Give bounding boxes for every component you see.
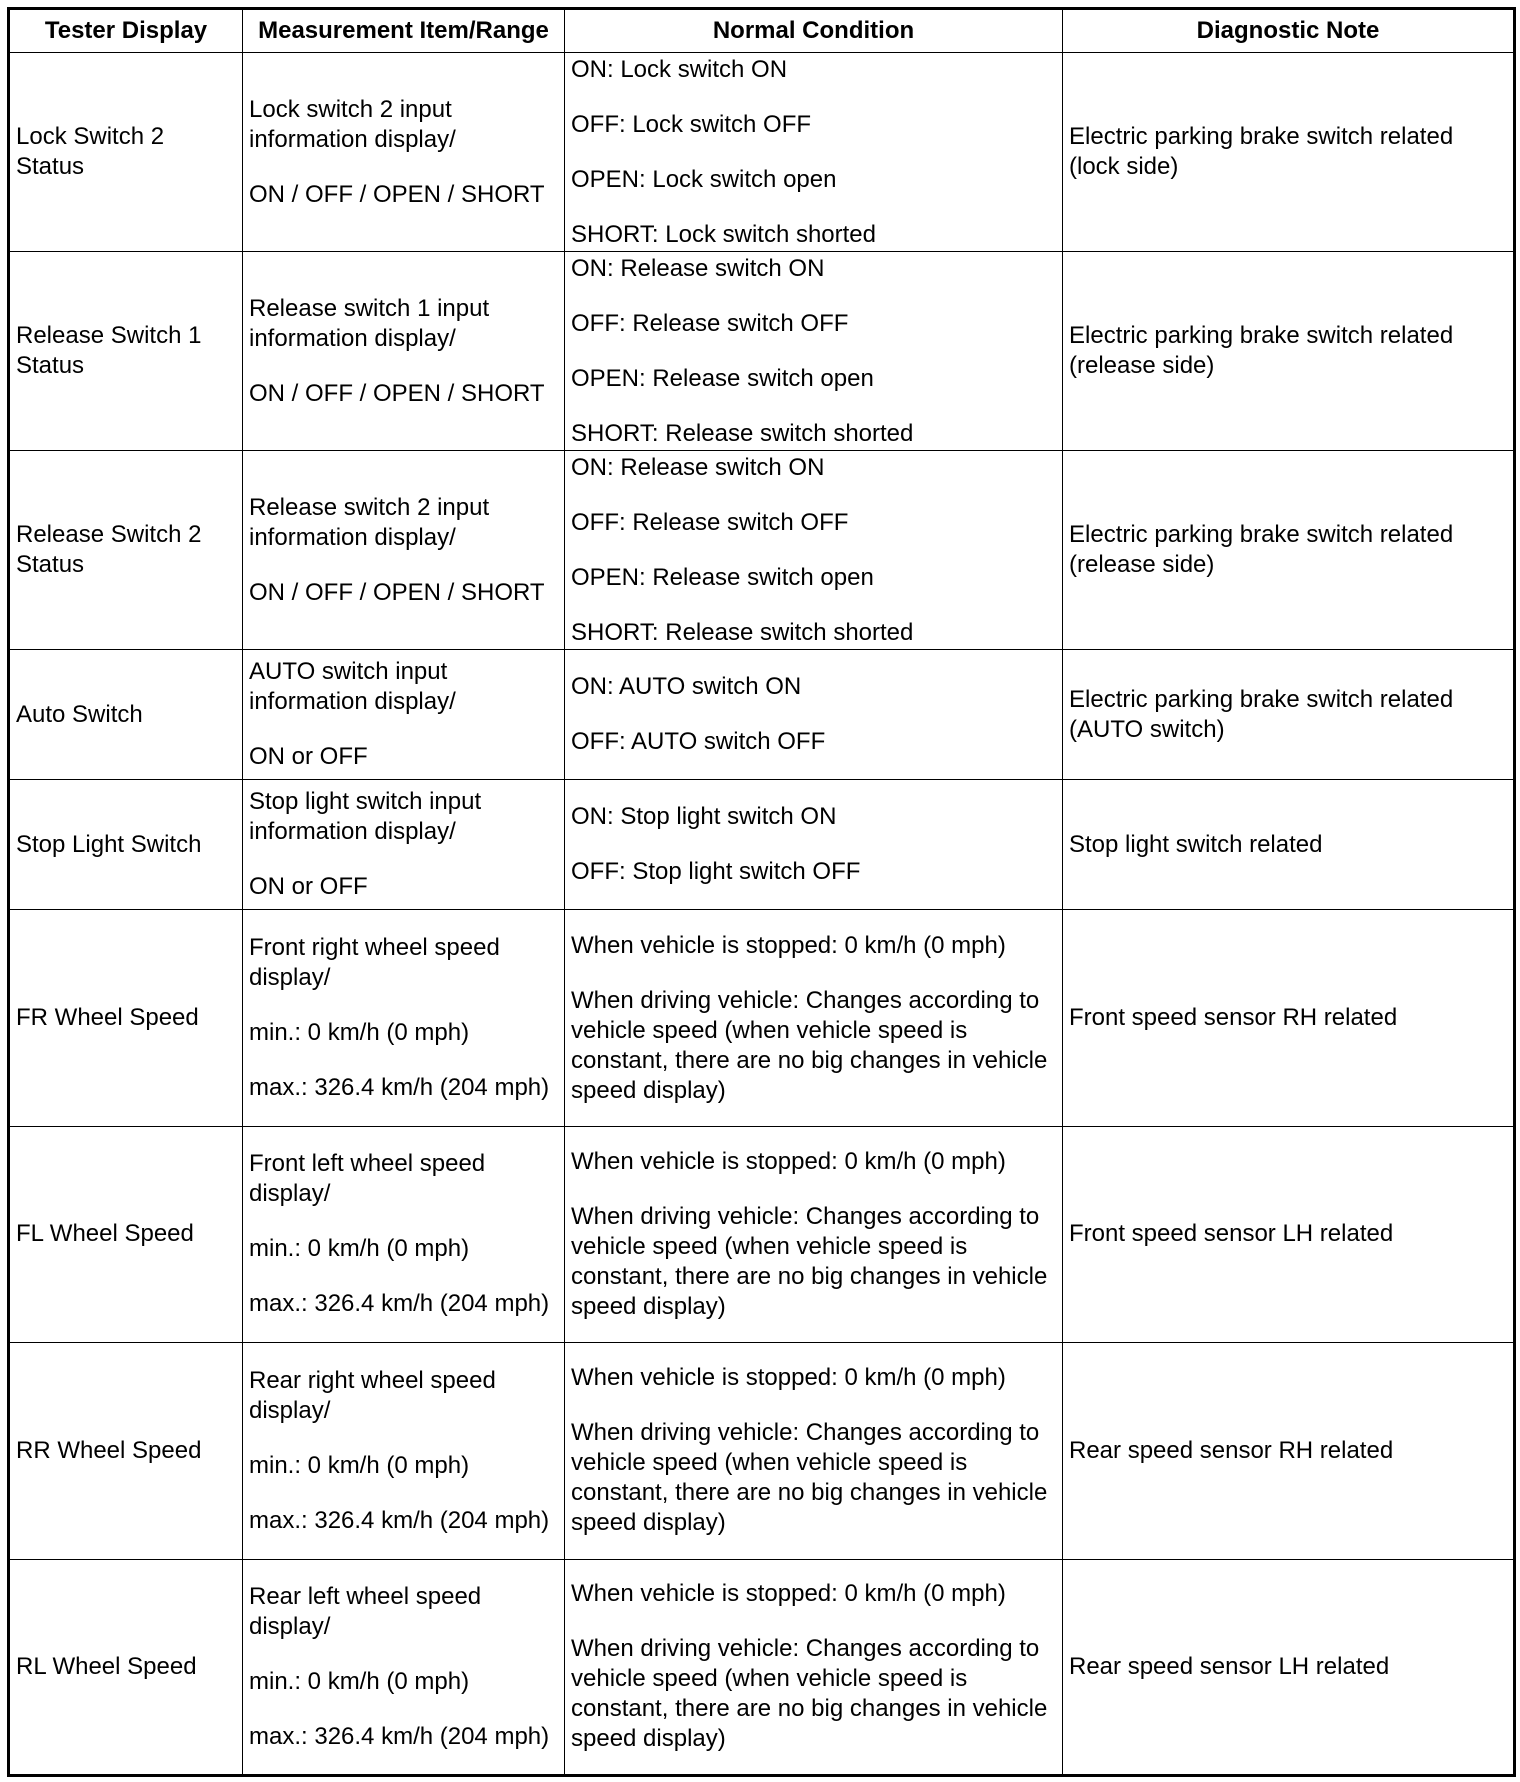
tester-display-cell: FR Wheel Speed xyxy=(9,910,243,1126)
measurement-line: min.: 0 km/h (0 mph) xyxy=(249,1451,470,1479)
diagnostic-note-cell: Stop light switch related xyxy=(1063,780,1515,910)
measurement-line: ON or OFF xyxy=(249,873,368,901)
condition-line: When vehicle is stopped: 0 km/h (0 mph) xyxy=(571,1580,1006,1608)
tester-display-cell: Release Switch 1 Status xyxy=(9,252,243,451)
normal-condition-cell xyxy=(565,1559,1063,1775)
condition-line: OFF: Stop light switch OFF xyxy=(571,858,861,886)
header-diagnostic-note: Diagnostic Note xyxy=(1063,9,1515,53)
table-row xyxy=(9,53,1515,252)
measurement-line: max.: 326.4 km/h (204 mph) xyxy=(249,1722,550,1750)
condition-line: ON: Release switch ON xyxy=(571,254,825,282)
measurement-line: Rear right wheel speed display/ xyxy=(249,1366,496,1424)
tester-display-cell: RR Wheel Speed xyxy=(9,1343,243,1559)
normal-condition-cell xyxy=(565,252,1063,451)
table-row xyxy=(9,780,1515,910)
measurement-line: min.: 0 km/h (0 mph) xyxy=(249,1235,470,1263)
measurement-cell xyxy=(243,650,565,780)
diagnostic-note-cell: Front speed sensor RH related xyxy=(1063,910,1515,1126)
table-row xyxy=(9,1343,1515,1559)
measurement-line: ON / OFF / OPEN / SHORT xyxy=(249,578,545,606)
condition-line: OFF: Lock switch OFF xyxy=(571,110,812,138)
diagnostic-note-cell: Electric parking brake switch related (release side) xyxy=(1063,451,1515,650)
measurement-cell xyxy=(243,53,565,252)
normal-condition-cell xyxy=(565,1343,1063,1559)
normal-condition-cell xyxy=(565,910,1063,1126)
header-normal-condition: Normal Condition xyxy=(565,9,1063,53)
tester-display-cell: Lock Switch 2 Status xyxy=(9,53,243,252)
measurement-line: ON or OFF xyxy=(249,743,368,771)
table-row xyxy=(9,650,1515,780)
measurement-cell xyxy=(243,780,565,910)
diagnostic-note-cell: Electric parking brake switch related (lock side) xyxy=(1063,53,1515,252)
condition-line: When vehicle is stopped: 0 km/h (0 mph) xyxy=(571,1364,1006,1392)
condition-line: When vehicle is stopped: 0 km/h (0 mph) xyxy=(571,1147,1006,1175)
normal-condition-cell xyxy=(565,780,1063,910)
header-tester-display: Tester Display xyxy=(9,9,243,53)
diagnostic-note-cell: Rear speed sensor LH related xyxy=(1063,1559,1515,1775)
measurement-line: AUTO switch input information display/ xyxy=(249,658,456,716)
measurement-line: Release switch 2 input information display/ xyxy=(249,493,490,551)
measurement-line: ON / OFF / OPEN / SHORT xyxy=(249,379,545,407)
measurement-line: min.: 0 km/h (0 mph) xyxy=(249,1019,470,1047)
condition-line: When driving vehicle: Changes according to vehicle speed (when vehicle speed is constant, there are no big changes in vehicle speed display) xyxy=(571,1419,1048,1537)
measurement-line: Release switch 1 input information display/ xyxy=(249,294,490,352)
tester-display-cell: RL Wheel Speed xyxy=(9,1559,243,1775)
diagnostic-note-cell: Front speed sensor LH related xyxy=(1063,1126,1515,1342)
header-row xyxy=(9,9,1515,53)
diagnostic-note-cell: Electric parking brake switch related (AUTO switch) xyxy=(1063,650,1515,780)
measurement-cell xyxy=(243,252,565,451)
condition-line: OFF: AUTO switch OFF xyxy=(571,728,826,756)
tester-display-cell: Release Switch 2 Status xyxy=(9,451,243,650)
normal-condition-cell xyxy=(565,650,1063,780)
normal-condition-cell xyxy=(565,1126,1063,1342)
data-list-table xyxy=(7,7,1516,1777)
measurement-line: max.: 326.4 km/h (204 mph) xyxy=(249,1506,550,1534)
measurement-cell xyxy=(243,1559,565,1775)
measurement-line: ON / OFF / OPEN / SHORT xyxy=(249,180,545,208)
tester-display-cell: FL Wheel Speed xyxy=(9,1126,243,1342)
normal-condition-cell xyxy=(565,53,1063,252)
condition-line: OPEN: Release switch open xyxy=(571,563,874,591)
normal-condition-cell xyxy=(565,451,1063,650)
condition-line: OPEN: Release switch open xyxy=(571,364,874,392)
condition-line: OFF: Release switch OFF xyxy=(571,309,849,337)
table-row xyxy=(9,910,1515,1126)
table-row xyxy=(9,1559,1515,1775)
condition-line: ON: Lock switch ON xyxy=(571,55,788,83)
measurement-line: Rear left wheel speed display/ xyxy=(249,1582,482,1640)
condition-line: When vehicle is stopped: 0 km/h (0 mph) xyxy=(571,931,1006,959)
tester-display-cell: Stop Light Switch xyxy=(9,780,243,910)
table-row xyxy=(9,252,1515,451)
table-row xyxy=(9,1126,1515,1342)
measurement-line: Lock switch 2 input information display/ xyxy=(249,95,456,153)
measurement-line: max.: 326.4 km/h (204 mph) xyxy=(249,1290,550,1318)
diagnostic-note-cell: Electric parking brake switch related (release side) xyxy=(1063,252,1515,451)
condition-line: SHORT: Lock switch shorted xyxy=(571,220,877,248)
measurement-line: Front left wheel speed display/ xyxy=(249,1150,486,1208)
header-measurement-item-range: Measurement Item/Range xyxy=(243,9,565,53)
table-row xyxy=(9,451,1515,650)
condition-line: ON: Stop light switch ON xyxy=(571,803,837,831)
condition-line: OPEN: Lock switch open xyxy=(571,165,837,193)
measurement-cell xyxy=(243,910,565,1126)
condition-line: SHORT: Release switch shorted xyxy=(571,419,914,447)
measurement-cell xyxy=(243,1126,565,1342)
condition-line: When driving vehicle: Changes according to vehicle speed (when vehicle speed is constant, there are no big changes in vehicle speed display) xyxy=(571,1202,1048,1320)
condition-line: ON: Release switch ON xyxy=(571,453,825,481)
tester-display-cell: Auto Switch xyxy=(9,650,243,780)
condition-line: When driving vehicle: Changes according to vehicle speed (when vehicle speed is constant, there are no big changes in vehicle speed display) xyxy=(571,1635,1048,1753)
measurement-line: max.: 326.4 km/h (204 mph) xyxy=(249,1074,550,1102)
measurement-line: Stop light switch input information display/ xyxy=(249,788,482,846)
condition-line: SHORT: Release switch shorted xyxy=(571,618,914,646)
measurement-line: min.: 0 km/h (0 mph) xyxy=(249,1667,470,1695)
measurement-cell xyxy=(243,451,565,650)
condition-line: ON: AUTO switch ON xyxy=(571,673,802,701)
measurement-line: Front right wheel speed display/ xyxy=(249,934,500,992)
condition-line: When driving vehicle: Changes according to vehicle speed (when vehicle speed is constant, there are no big changes in vehicle speed display) xyxy=(571,986,1048,1104)
diagnostic-note-cell: Rear speed sensor RH related xyxy=(1063,1343,1515,1559)
condition-line: OFF: Release switch OFF xyxy=(571,508,849,536)
measurement-cell xyxy=(243,1343,565,1559)
